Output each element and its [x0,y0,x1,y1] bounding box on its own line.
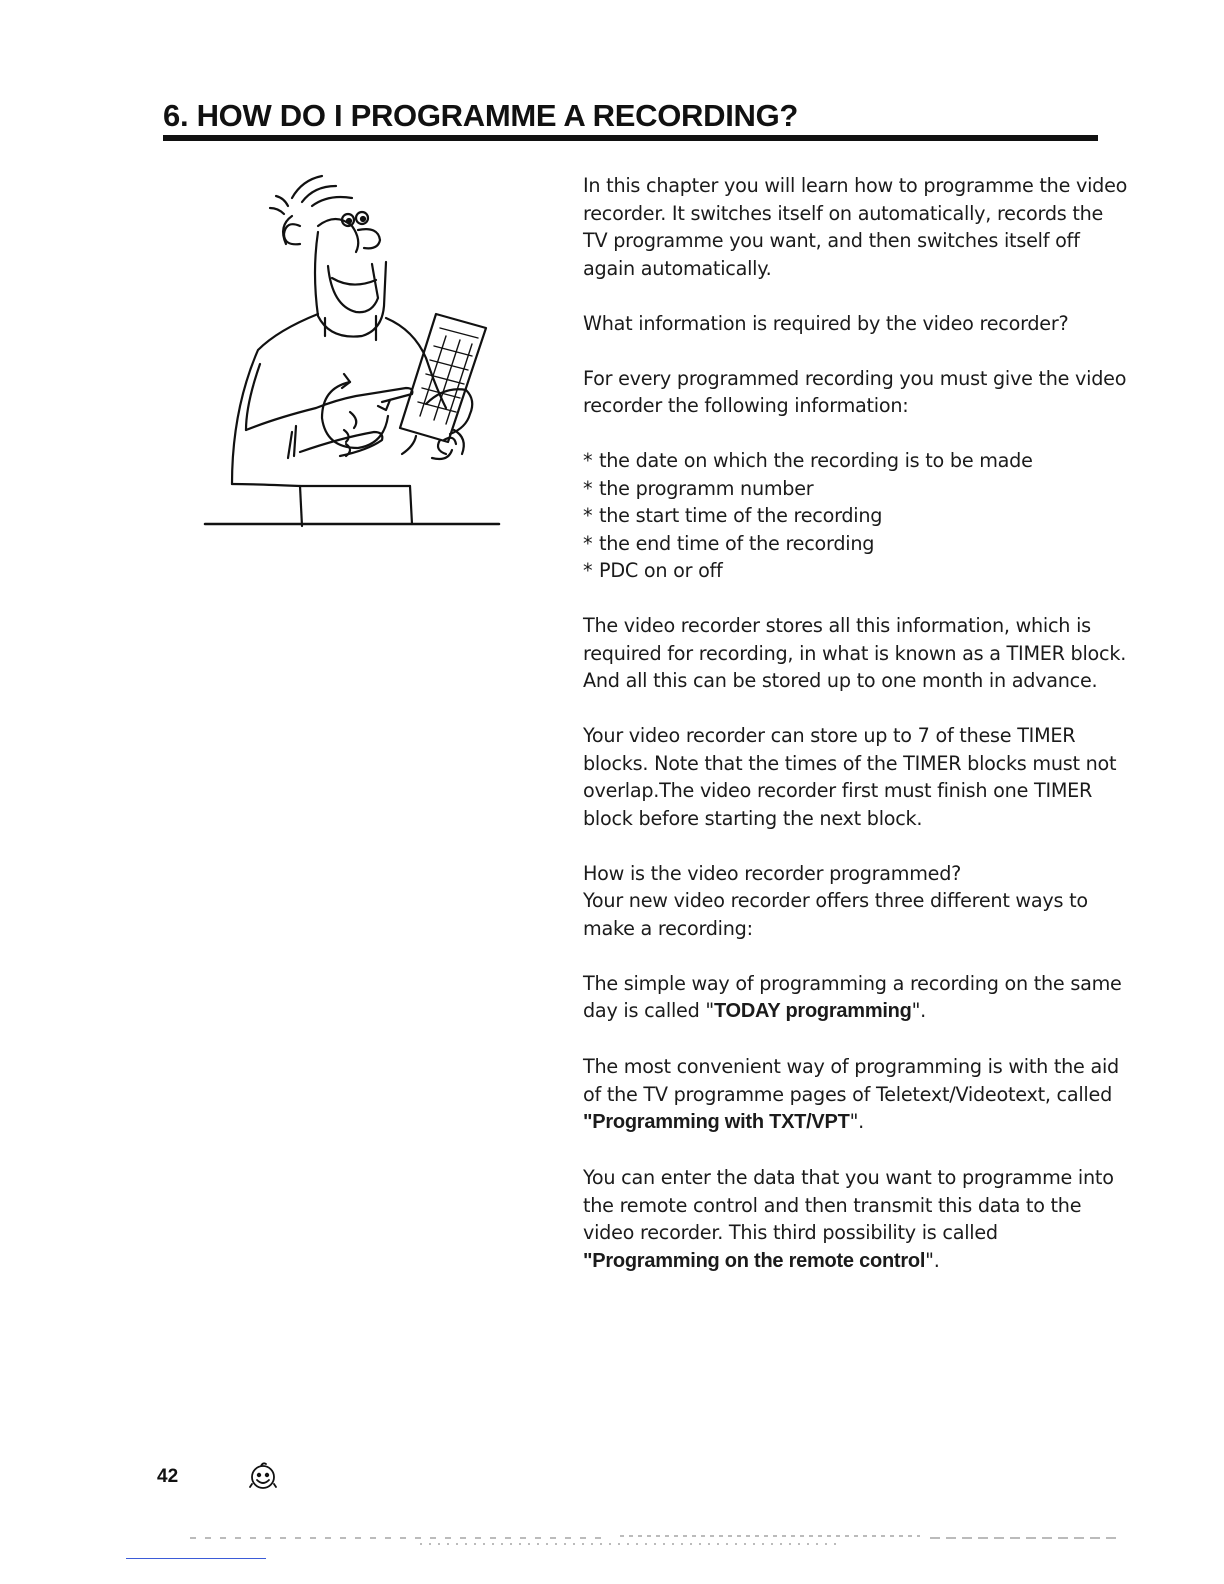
smiley-face-icon [247,1460,279,1492]
today-programming-paragraph: The simple way of programming a recording on the same day is called "TODAY programming". [583,971,1122,1022]
list-item: * PDC on or off [583,559,723,582]
chapter-body [583,172,1128,1303]
required-info-intro: For every programmed recording you must give the video recorder the following information: [583,366,1127,417]
ways-intro: Your new video recorder offers three different ways to make a recording: [583,889,1088,940]
intro-paragraph: In this chapter you will learn how to programme the video recorder. It switches itself on automatically, records the TV programme you want, and then switches itself off again automatically. [583,174,1128,280]
today-programming-term: TODAY programming [713,1000,912,1022]
list-item: * the date on which the recording is to be made [583,449,1033,472]
page-number: 42 [157,1466,179,1487]
chapter-title: 6. HOW DO I PROGRAMME A RECORDING? [163,98,799,133]
txt-vpt-term: "Programming with TXT/VPT [583,1111,850,1133]
cartoon-man-with-remote-control-icon [200,168,510,533]
list-item: * the end time of the recording [583,531,875,555]
footer-line [126,1558,266,1559]
timer-store-paragraph: Your video recorder can store up to 7 of these TIMER blocks. Note that the times of the TIMER blocks must not overlap.The video recorder first must finish one TIMER block before starting the next block. [583,724,1117,830]
list-item: * the programm number [583,476,814,500]
programming-question: How is the video recorder programmed? [583,861,962,885]
required-info-list [583,447,1128,585]
timer-block-paragraph: The video recorder stores all this information, which is required for recording, in what is known as a TIMER block. And all this can be stored up to one month in advance. [583,614,1127,692]
title-rule [163,135,1098,141]
remote-programming-paragraph: You can enter the data that you want to programme into the remote control and then transmit this data to the video recorder. This third possibility is called "Programming on the remote control". [583,1166,1114,1272]
remote-programming-term: "Programming on the remote control [583,1249,926,1272]
scan-artifact-line [100,1530,1130,1570]
list-item: * the start time of the recording [583,504,883,527]
txt-vpt-paragraph: The most convenient way of programming is with the aid of the TV programme pages of Teletext/Videotext, called "Programming with TXT/VPT". [583,1055,1119,1133]
required-info-question: What information is required by the video recorder? [583,311,1069,335]
